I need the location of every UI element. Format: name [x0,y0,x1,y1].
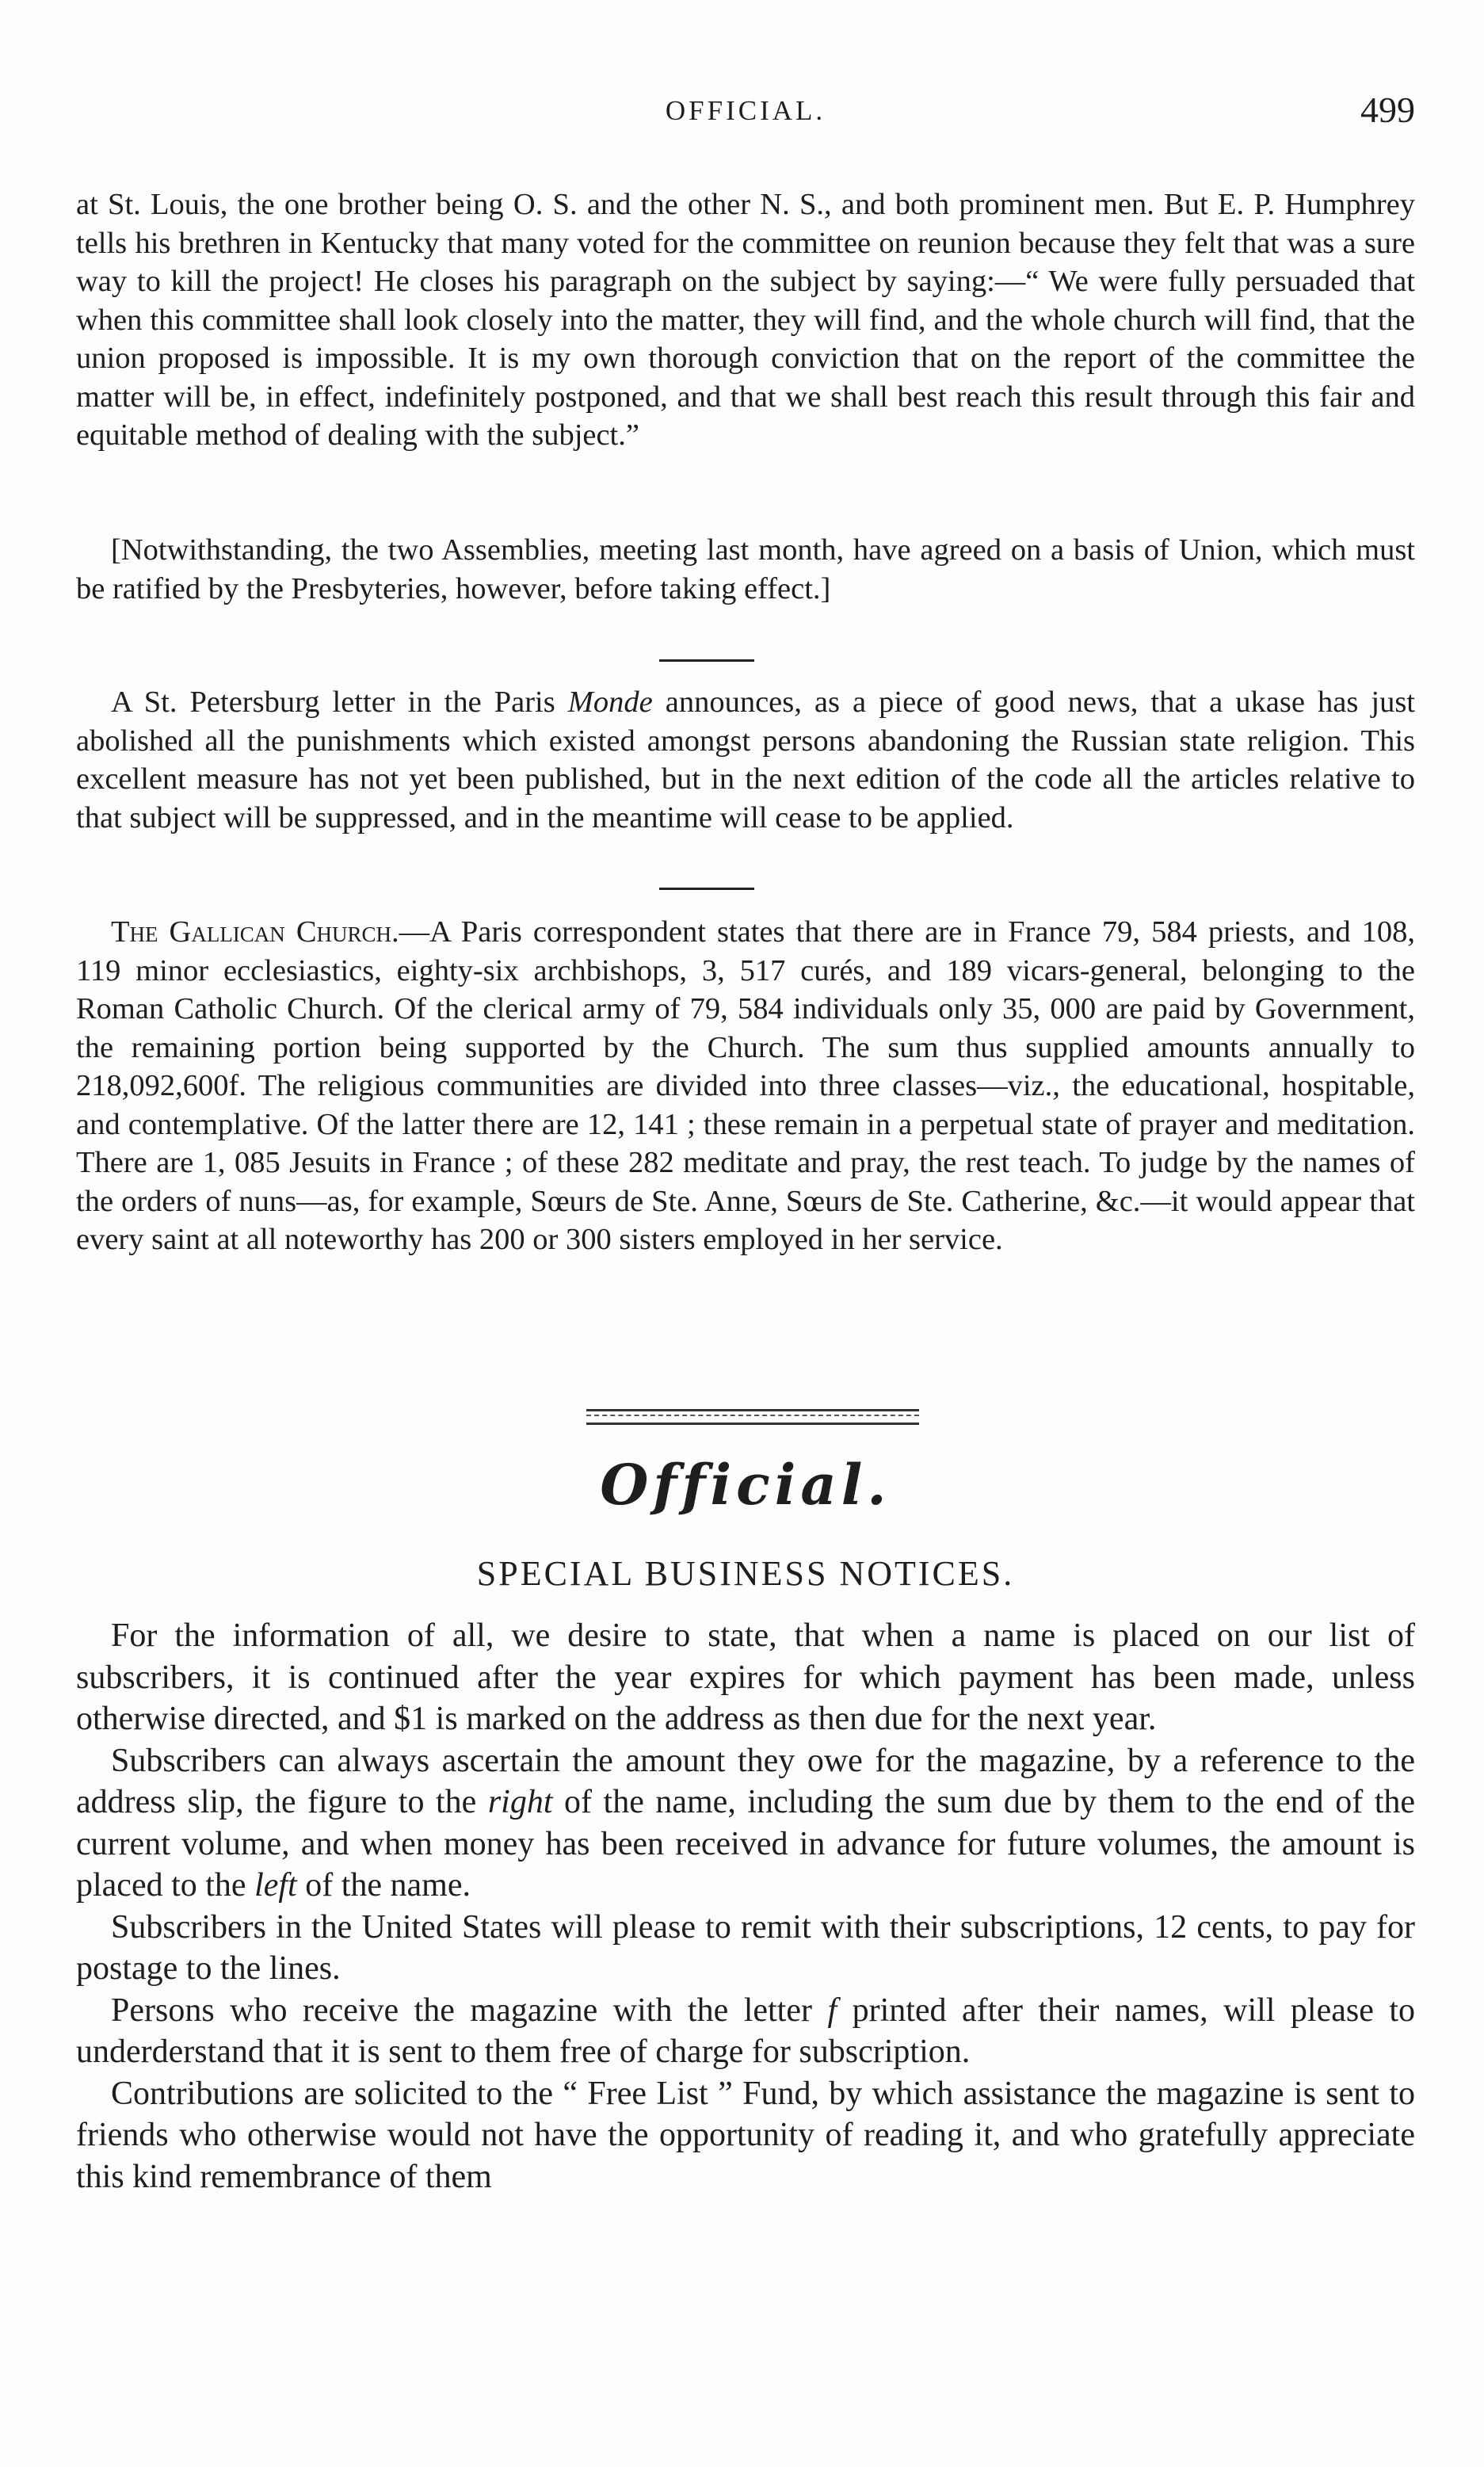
paragraph-heading: The Gallican Church. [111,915,399,949]
notice-paragraph: For the information of all, we desire to state, that when a name is placed on our list of subscribers, it is continued after the year expires for which payment has been made, unless otherwise directed, and $1 is marked on the address as then due for the next year. [76,1617,1415,1737]
newspaper-title: Monde [567,685,653,719]
notice-paragraph: Contributions are solicited to the “ Free List ” Fund, by which assistance the magazine is sent to friends who otherwise would not have the opportunity of reading it, and who gratefully appreciate this kind remembrance of them [76,2075,1415,2195]
notice-paragraph: Persons who receive the magazine with the letter f printed after their names, will please to underderstand that it is sent to them free of charge for subscription. [76,1992,1415,2070]
separator-rule [659,659,754,662]
emphasis: left [254,1867,297,1904]
paragraph-gallican-church [76,913,1415,1259]
paragraph-text: announces, as a piece of good news, that a ukase has just abolished all the punishments which existed amongst persons abandoning the Russian state religion. This excellent measure has not yet been published, but in the next edition of the code all the articles relative to that subject will be suppressed, and in the meantime will cease to be applied. [76,685,1415,834]
paragraph-text: —A Paris correspondent states that there are in France 79, 584 priests, and 108, 119 minor ecclesiastics, eighty-six archbishops, 3, 517 curés, and 189 vicars-general, belonging to the Roman Catholic Church. Of the clerical army of 79, 584 individuals only 35, 000 are paid by Government, the remaining portion being supported by the Church. The sum thus supplied amounts annually to 218,092,600f. The religious communities are divided into three classes—viz., the educational, hospitable, and contemplative. Of the latter there are 12, 141 ; these remain in a perpetual state of prayer and meditation. There are 1, 085 Jesuits in France ; of these 282 meditate and pray, the rest teach. To judge by the names of the orders of nuns—as, for example, Sœurs de Ste. Anne, Sœurs de Ste. Catherine, &c.—it would appear that every saint at all noteworthy has 200 or 300 sisters employed in her service. [76,915,1415,1256]
paragraph-humphrey [76,185,1415,455]
section-subtitle: SPECIAL BUSINESS NOTICES. [476,1554,1015,1593]
running-header [76,89,1415,136]
emphasis: f [827,1992,837,2029]
paragraph-text: [Notwithstanding, the two Assemblies, meeting last month, have agreed on a basis of Union, which must be ratified by the Presbyteries, however, before taking effect.] [76,533,1415,605]
paragraph-text: at St. Louis, the one brother being O. S. and the other N. S., and both prominent men. But E. P. Humphrey tells his brethren in Kentucky that many voted for the committee on reunion because they felt that was a sure way to kill the project! He closes his paragraph on the subject by saying:—“ We were fully persuaded that when this committee shall look closely into the matter, they will find, and the whole church will find, that the union proposed is impossible. It is my own thorough conviction that on the report of the committee the matter will be, in effect, indefinitely postponed, and that we shall best reach this result through this fair and equitable method of dealing with the subject.” [76,188,1415,452]
running-title: OFFICIAL. [665,95,826,126]
emphasis: right [487,1784,553,1820]
notice-paragraph: Subscribers in the United States will please to remit with their subscriptions, 12 cents, to pay for postage to the lines. [76,1908,1415,1987]
notices-block [76,1615,1415,2198]
section-title: Official. [600,1452,891,1518]
paragraph-notwithstanding [76,531,1415,608]
separator-rule [659,888,754,890]
ornamental-rule [586,1409,919,1425]
paragraph-text: A St. Petersburg letter in the Paris [111,685,568,719]
notice-paragraph: Subscribers can always ascertain the amount they owe for the magazine, by a reference to the address slip, the figure to the right of the name, including the sum due by them to the end of the current volume, and when money has been received in advance for future volumes, the amount is placed to the left of the name. [76,1742,1416,1904]
paragraph-st-petersburg [76,683,1415,837]
page-number: 499 [1360,90,1415,130]
